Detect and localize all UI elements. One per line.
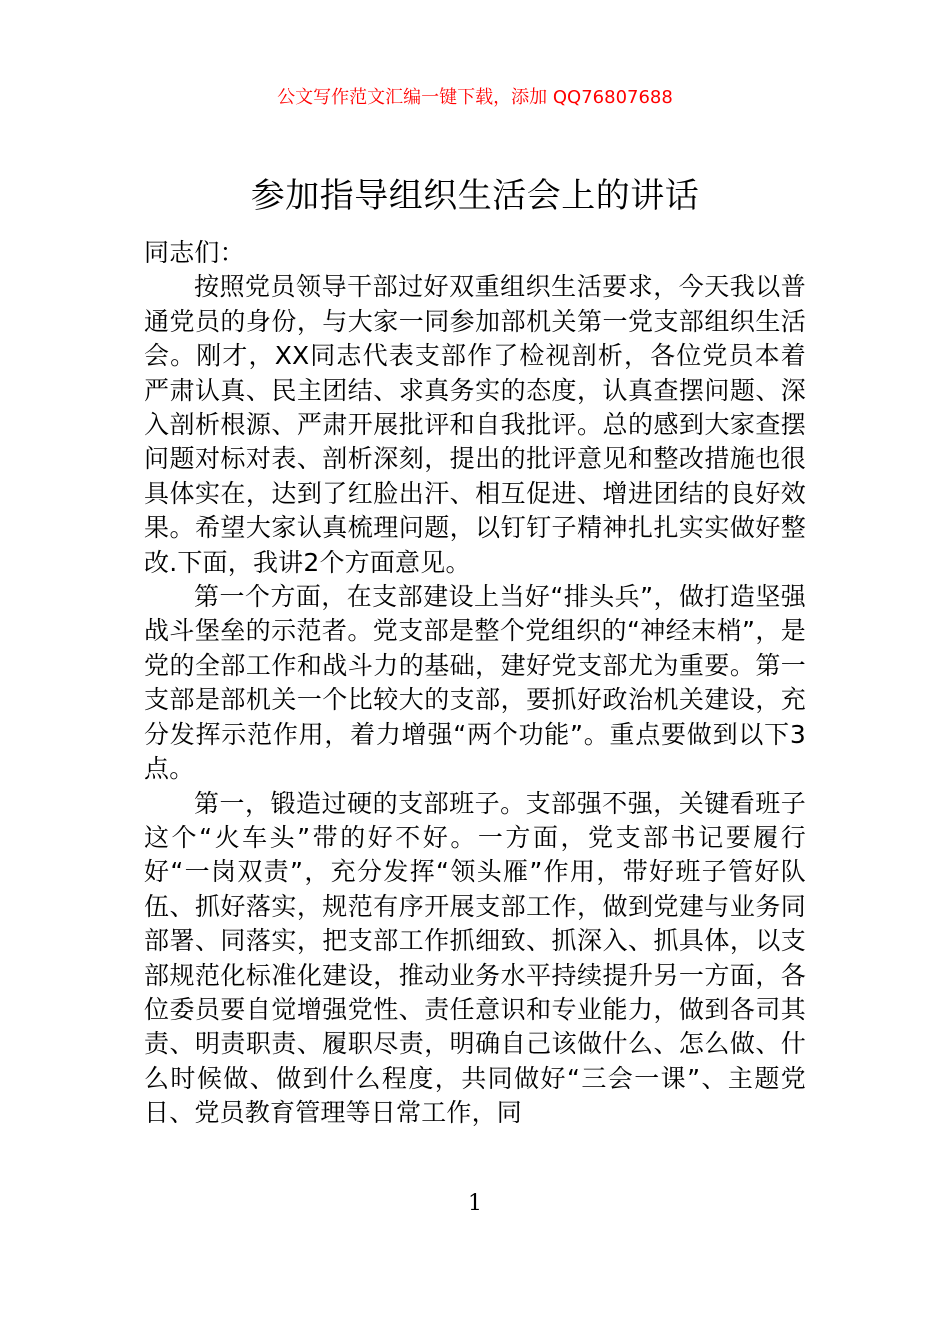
paragraph-1: 按照党员领导干部过好双重组织生活要求，今天我以普通党员的身份，与大家一同参加部机关第一党支部组织生活会。刚才，XX同志代表支部作了检视剖析，各位党员本着严肃认真、民主团结、求真务实的态度，认真查摆问题、深入剖析根源、严肃开展批评和自我批评。总的感到大家查摆问题对标对表、剖析深刻，提出的批评意见和整改措施也很具体实在，达到了红脸出汗、相互促进、增进团结的良好效果。希望大家认真梳理问题，以钉钉子精神扎扎实实做好整改.下面，我讲2个方面意见。 xyxy=(144,272,806,577)
header-note: 公文写作范文汇编一键下载，添加 QQ76807688 xyxy=(277,87,673,108)
page-number: 1 xyxy=(468,1191,482,1216)
paragraph-3: 第一，锻造过硬的支部班子。支部强不强，关键看班子这个“火车头”带的好不好。一方面，党支部书记要履行好“一岗双责”，充分发挥“领头雁”作用，带好班子管好队伍、抓好落实，规范有序开展支部工作，做到党建与业务同部署、同落实，把支部工作抓细致、抓深入、抓具体，以支部规范化标准化建设，推动业务水平持续提升另一方面，各位委员要自觉增强党性、责任意识和专业能力，做到各司其责、明责职责、履职尽责，明确自己该做什么、怎么做、什么时候做、做到什么程度，共同做好“三会一课”、主题党日、党员教育管理等日常工作，同 xyxy=(144,788,806,1128)
salutation: 同志们： xyxy=(144,238,245,267)
document-title: 参加指导组织生活会上的讲话 xyxy=(250,176,700,216)
paragraph-2: 第一个方面，在支部建设上当好“排头兵”，做打造坚强战斗堡垒的示范者。党支部是整个党组织的“神经末梢”，是党的全部工作和战斗力的基础，建好党支部尤为重要。第一支部是部机关一个比较大的支部，要抓好政治机关建设，充分发挥示范作用，着力增强“两个功能”。重点要做到以下3点。 xyxy=(144,582,806,784)
document-body xyxy=(144,236,806,1131)
